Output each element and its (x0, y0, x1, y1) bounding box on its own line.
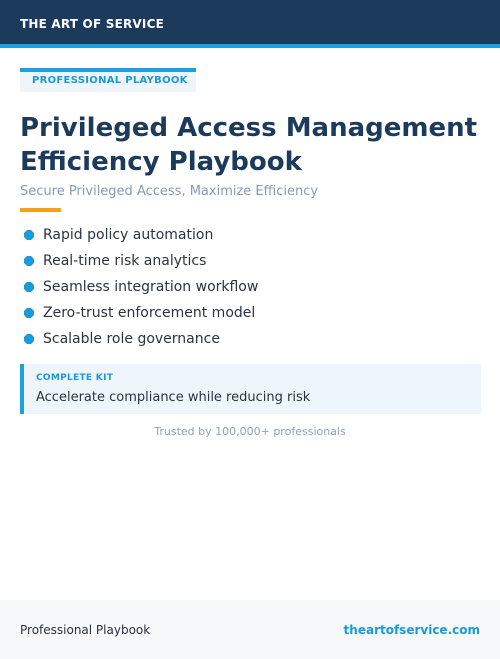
feature-text: Rapid policy automation (43, 227, 214, 243)
page-title: Privileged Access Management Efficiency Playbook (20, 113, 478, 177)
feature-text: Real-time risk analytics (43, 253, 207, 269)
footer-bar (0, 600, 500, 659)
accent-divider (20, 208, 61, 212)
footer-website-link[interactable]: theartofservice.com (343, 623, 480, 637)
callout-text: Accelerate compliance while reducing risk (36, 390, 311, 405)
header-bar (0, 0, 500, 48)
octagon-bullet-icon (24, 334, 34, 344)
feature-item (20, 326, 258, 352)
subtitle: Secure Privileged Access, Maximize Efficiency (20, 184, 319, 199)
octagon-bullet-icon (24, 308, 34, 318)
category-tag: PROFESSIONAL PLAYBOOK (20, 68, 196, 92)
octagon-bullet-icon (24, 282, 34, 292)
feature-text: Scalable role governance (43, 331, 220, 347)
feature-text: Zero-trust enforcement model (43, 305, 256, 321)
brand-name: THE ART OF SERVICE (20, 17, 164, 31)
feature-item (20, 274, 258, 300)
feature-item (20, 248, 258, 274)
trusted-note: Trusted by 100,000+ professionals (154, 425, 346, 438)
callout-box (20, 364, 481, 414)
feature-list (20, 222, 258, 352)
feature-text: Seamless integration workflow (43, 279, 259, 295)
octagon-bullet-icon (24, 230, 34, 240)
feature-item (20, 300, 258, 326)
footer-label: Professional Playbook (20, 623, 151, 637)
octagon-bullet-icon (24, 256, 34, 266)
callout-label: COMPLETE KIT (36, 373, 114, 383)
feature-item (20, 222, 258, 248)
